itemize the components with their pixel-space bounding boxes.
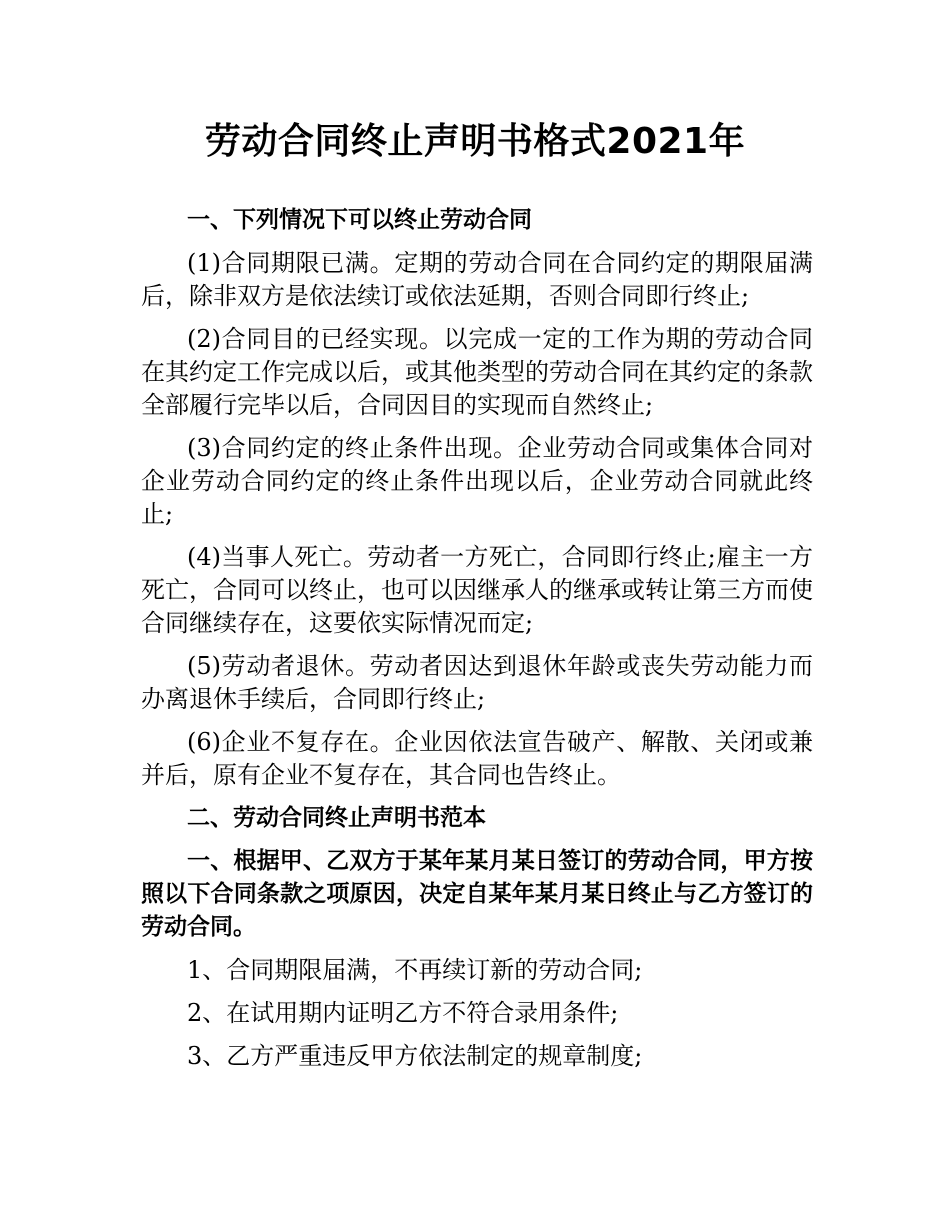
- section-heading-1: 一、下列情况下可以终止劳动合同: [187, 207, 532, 233]
- reason-item-1: 1、合同期限届满，不再续订新的劳动合同;: [187, 956, 643, 984]
- paragraph-item-4: (4)当事人死亡。劳动者一方死亡，合同即行终止;雇主一方死亡，合同可以终止，也可以因继承人的继承或转让第三方而使合同继续存在，这要依实际情况而定;: [141, 543, 813, 637]
- section-heading-2: 二、劳动合同终止声明书范本: [187, 805, 486, 831]
- document-body: [141, 204, 813, 1083]
- document-title: 劳动合同终止声明书格式2021年: [204, 121, 746, 162]
- reason-item-2: 2、在试用期内证明乙方不符合录用条件;: [187, 999, 619, 1027]
- paragraph-item-1: (1)合同期限已满。定期的劳动合同在合同约定的期限届满后，除非双方是依法续订或依法延期，否则合同即行终止;: [141, 249, 813, 310]
- paragraph-item-5: (5)劳动者退休。劳动者因达到退休年龄或丧失劳动能力而办离退休手续后，合同即行终止;: [141, 652, 813, 713]
- reason-item-3: 3、乙方严重违反甲方依法制定的规章制度;: [187, 1042, 643, 1070]
- paragraph-item-2: (2)合同目的已经实现。以完成一定的工作为期的劳动合同在其约定工作完成以后，或其他类型的劳动合同在其约定的条款全部履行完毕以后，合同因目的实现而自然终止;: [141, 325, 813, 419]
- paragraph-item-6: (6)企业不复存在。企业因依法宣告破产、解散、关闭或兼并后，原有企业不复存在，其合同也告终止。: [141, 728, 813, 789]
- template-intro: 一、根据甲、乙双方于某年某月某日签订的劳动合同，甲方按照以下合同条款之项原因，决定自某年某月某日终止与乙方签订的劳动合同。: [141, 848, 813, 940]
- paragraph-item-3: (3)合同约定的终止条件出现。企业劳动合同或集体合同对企业劳动合同约定的终止条件出现以后，企业劳动合同就此终止;: [141, 434, 813, 528]
